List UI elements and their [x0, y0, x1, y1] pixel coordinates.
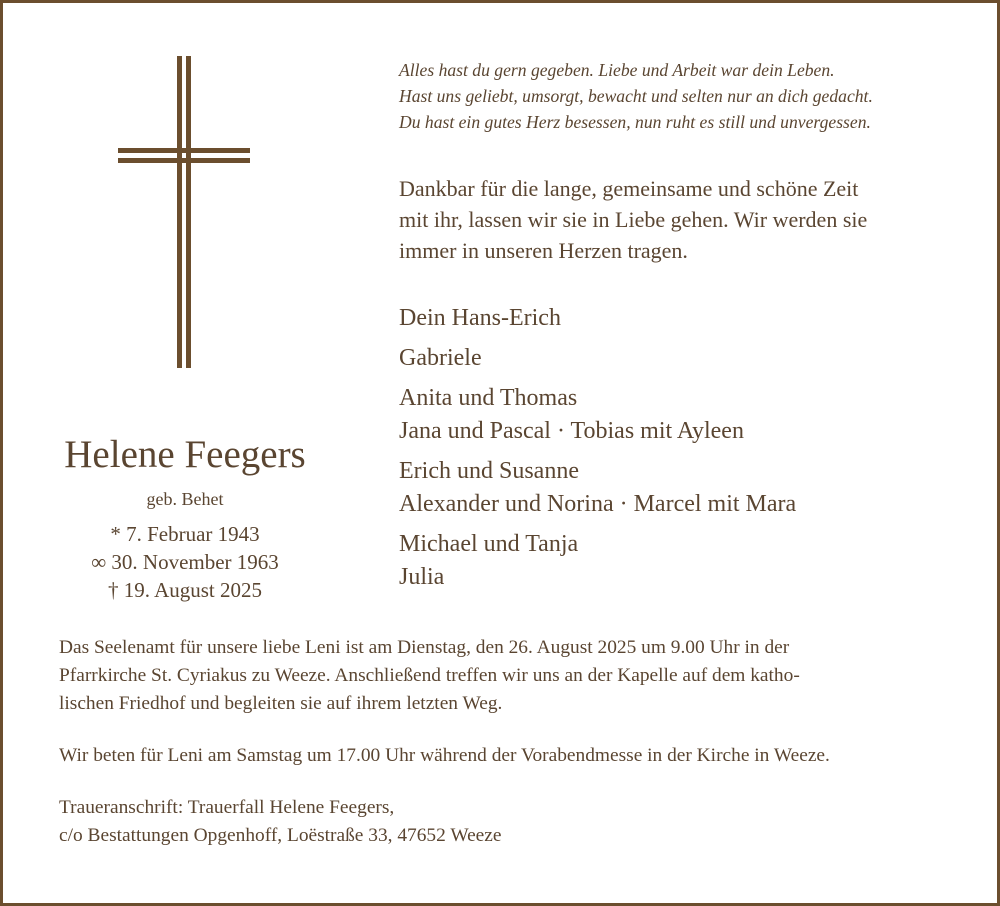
deceased-name: Helene Feegers: [64, 433, 306, 476]
poem-line: Hast uns geliebt, umsorgt, bewacht und selten nur an dich gedacht.: [399, 86, 873, 106]
mourners-list: [399, 302, 979, 594]
marriage-date: ∞ 30. November 1963: [91, 550, 279, 574]
deceased-block: [40, 432, 330, 604]
mourner-group: [399, 455, 979, 521]
address-line: c/o Bestattungen Opgenhoff, Loëstraße 33, 47652 Weeze: [59, 825, 502, 846]
mourner-line: Alexander und Norina · Marcel mit Mara: [399, 491, 797, 517]
mourner-group: [399, 528, 979, 594]
mourner-line: Dein Hans-Erich: [399, 305, 561, 331]
mourner-line: Michael und Tanja: [399, 531, 579, 557]
mourner-line: Jana und Pascal · Tobias mit Ayleen: [399, 418, 744, 444]
farewell-line: immer in unseren Herzen tragen.: [399, 238, 688, 263]
poem: [399, 57, 979, 135]
requiem-line: lischen Friedhof und begleiten sie auf ihrem letzten Weg.: [59, 693, 503, 714]
birth-date: * 7. Februar 1943: [110, 522, 260, 546]
prayer-line: Wir beten für Leni am Samstag um 17.00 Uhr während der Vorabendmesse in der Kirche in Weeze.: [59, 745, 830, 766]
address-line: Traueranschrift: Trauerfall Helene Feegers,: [59, 797, 395, 818]
mourner-line: Gabriele: [399, 345, 482, 371]
service-info: [59, 634, 949, 850]
mourner-group: [399, 382, 979, 448]
death-date: † 19. August 2025: [107, 578, 262, 602]
mourner-line: Julia: [399, 564, 445, 590]
mourner-group: [399, 302, 979, 335]
cross-icon: [118, 56, 250, 368]
mourner-line: Erich und Susanne: [399, 458, 579, 484]
poem-line: Alles hast du gern gegeben. Liebe und Arbeit war dein Leben.: [399, 60, 835, 80]
poem-line: Du hast ein gutes Herz besessen, nun ruht es still und unvergessen.: [399, 112, 871, 132]
requiem-line: Das Seelenamt für unsere liebe Leni ist am Dienstag, den 26. August 2025 um 9.00 Uhr in der: [59, 637, 790, 658]
requiem-line: Pfarrkirche St. Cyriakus zu Weeze. Anschließend treffen wir uns an der Kapelle auf dem katho-: [59, 665, 800, 686]
birth-name: geb. Behet: [146, 489, 224, 509]
farewell-text: [399, 173, 979, 266]
farewell-line: Dankbar für die lange, gemeinsame und schöne Zeit: [399, 176, 859, 201]
mourner-line: Anita und Thomas: [399, 385, 578, 411]
farewell-line: mit ihr, lassen wir sie in Liebe gehen. Wir werden sie: [399, 207, 868, 232]
mourner-group: [399, 342, 979, 375]
life-dates: [40, 520, 330, 604]
